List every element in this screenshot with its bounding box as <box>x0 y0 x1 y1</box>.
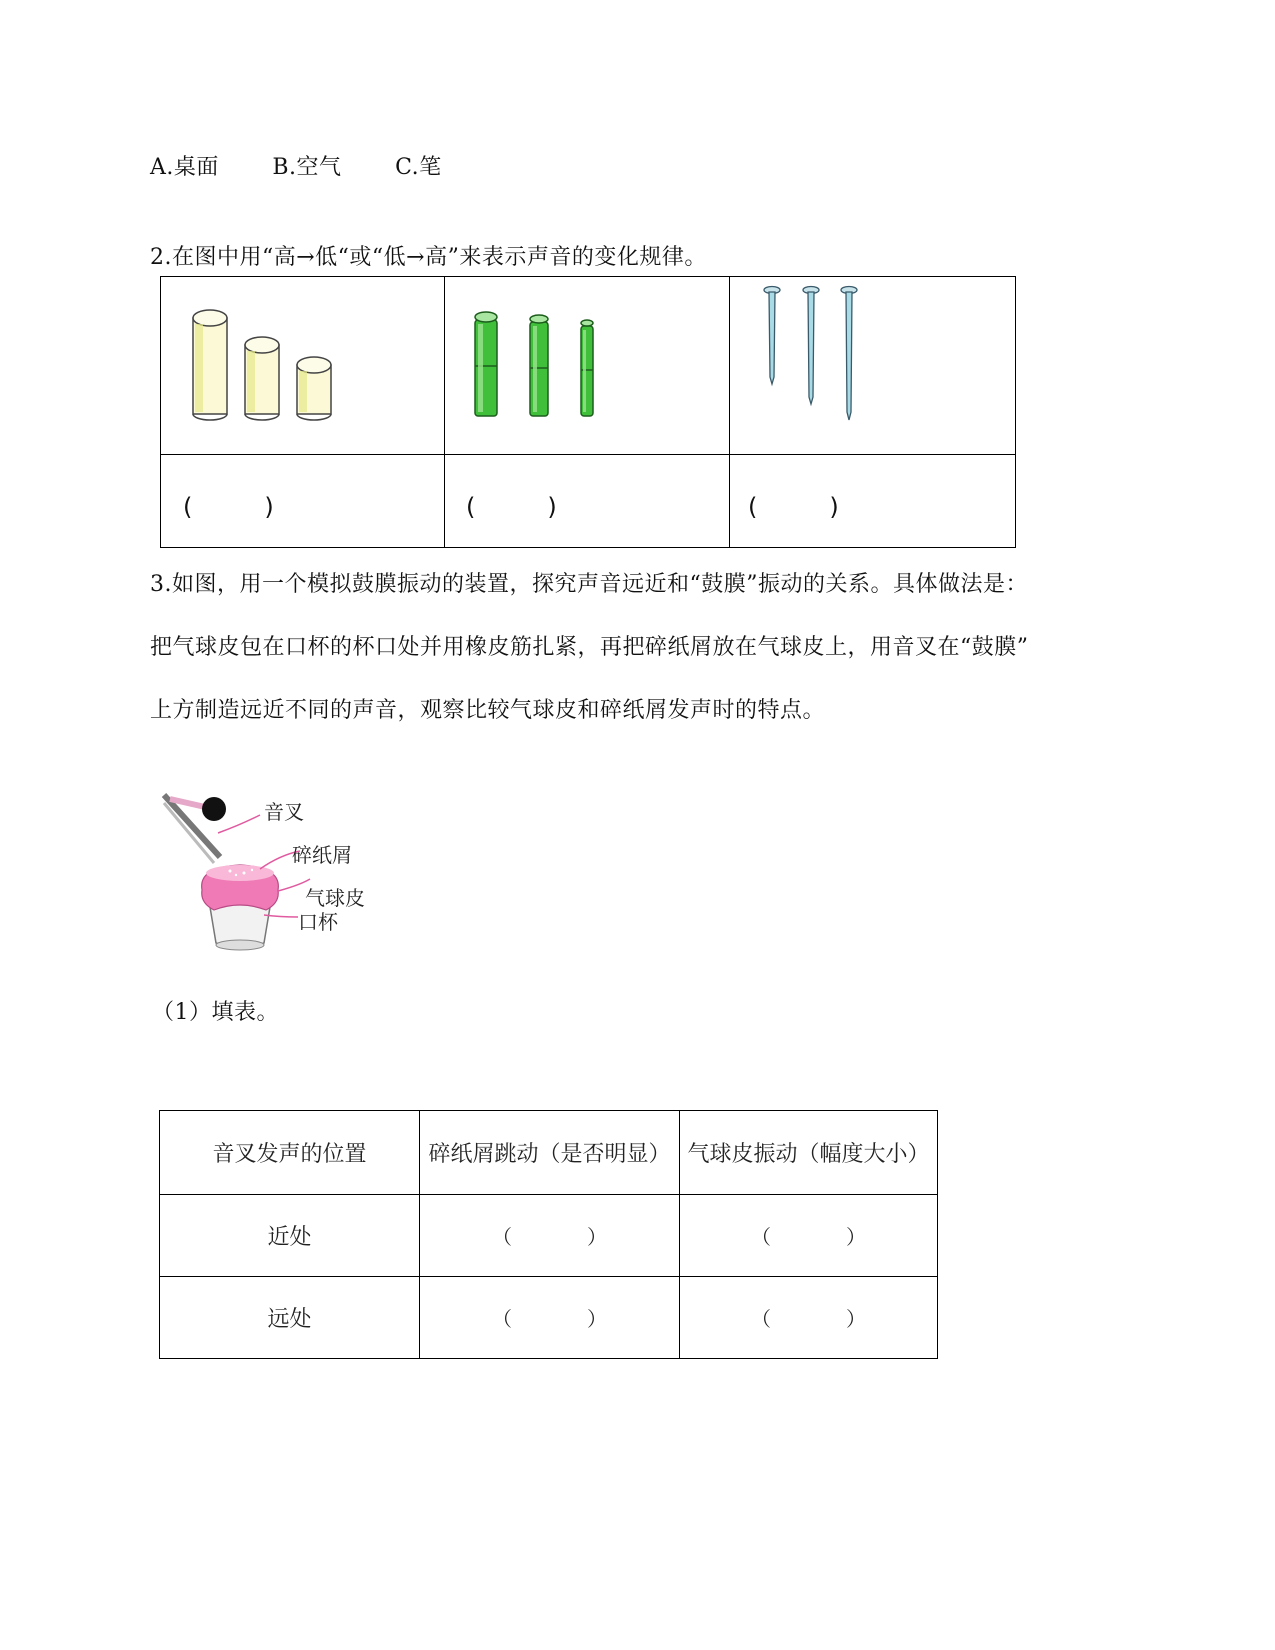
cup-label: 口杯 <box>298 910 338 934</box>
tuning-fork-label: 音叉 <box>264 800 304 824</box>
table-divider <box>444 277 445 547</box>
answer-options <box>150 150 488 181</box>
option-b: B.空气 <box>272 155 342 180</box>
sub-question-1: （1）填表。 <box>152 1000 279 1025</box>
bamboo-tubes-image <box>466 302 616 422</box>
paper-scraps-label: 碎纸屑 <box>292 843 352 867</box>
question-3-line3: 上方制造远近不同的声音，观察比较气球皮和碎纸屑发声时的特点。 <box>150 698 826 723</box>
answer-blank: ( ) <box>466 493 557 521</box>
answer-blank: （ ） <box>420 1277 680 1359</box>
cylinders-image <box>181 302 341 422</box>
row-position: 近处 <box>160 1195 420 1277</box>
mallet-icon <box>202 797 226 821</box>
answer-blank: （ ） <box>680 1277 938 1359</box>
table-row <box>160 1277 938 1359</box>
table-row <box>160 1195 938 1277</box>
answer-blank: （ ） <box>680 1195 938 1277</box>
header-position: 音叉发声的位置 <box>160 1111 420 1195</box>
table-divider <box>161 454 1015 455</box>
answer-blank: （ ） <box>420 1195 680 1277</box>
question-3-line2: 把气球皮包在口杯的杯口处并用橡皮筋扎紧，再把碎纸屑放在气球皮上，用音叉在“鼓膜” <box>150 635 1029 660</box>
option-a: A.桌面 <box>150 155 219 180</box>
eardrum-model-figure <box>160 785 400 955</box>
question-2-text: 2.在图中用“高→低“或“低→高”来表示声音的变化规律。 <box>150 245 707 270</box>
observation-table <box>159 1110 938 1359</box>
question-3-line1: 3.如图，用一个模拟鼓膜振动的装置，探究声音远近和“鼓膜”振动的关系。具体做法是： <box>150 572 1028 597</box>
sound-pattern-table <box>160 276 1016 548</box>
table-divider <box>729 277 730 547</box>
answer-blank: ( ) <box>183 493 274 521</box>
header-balloon-skin: 气球皮振动（幅度大小） <box>680 1111 938 1195</box>
header-paper-scraps: 碎纸屑跳动（是否明显） <box>420 1111 680 1195</box>
option-c: C.笔 <box>395 155 442 180</box>
answer-blank: ( ) <box>748 493 839 521</box>
balloon-skin-label: 气球皮 <box>305 886 365 910</box>
row-position: 远处 <box>160 1277 420 1359</box>
nails-image <box>746 282 876 432</box>
